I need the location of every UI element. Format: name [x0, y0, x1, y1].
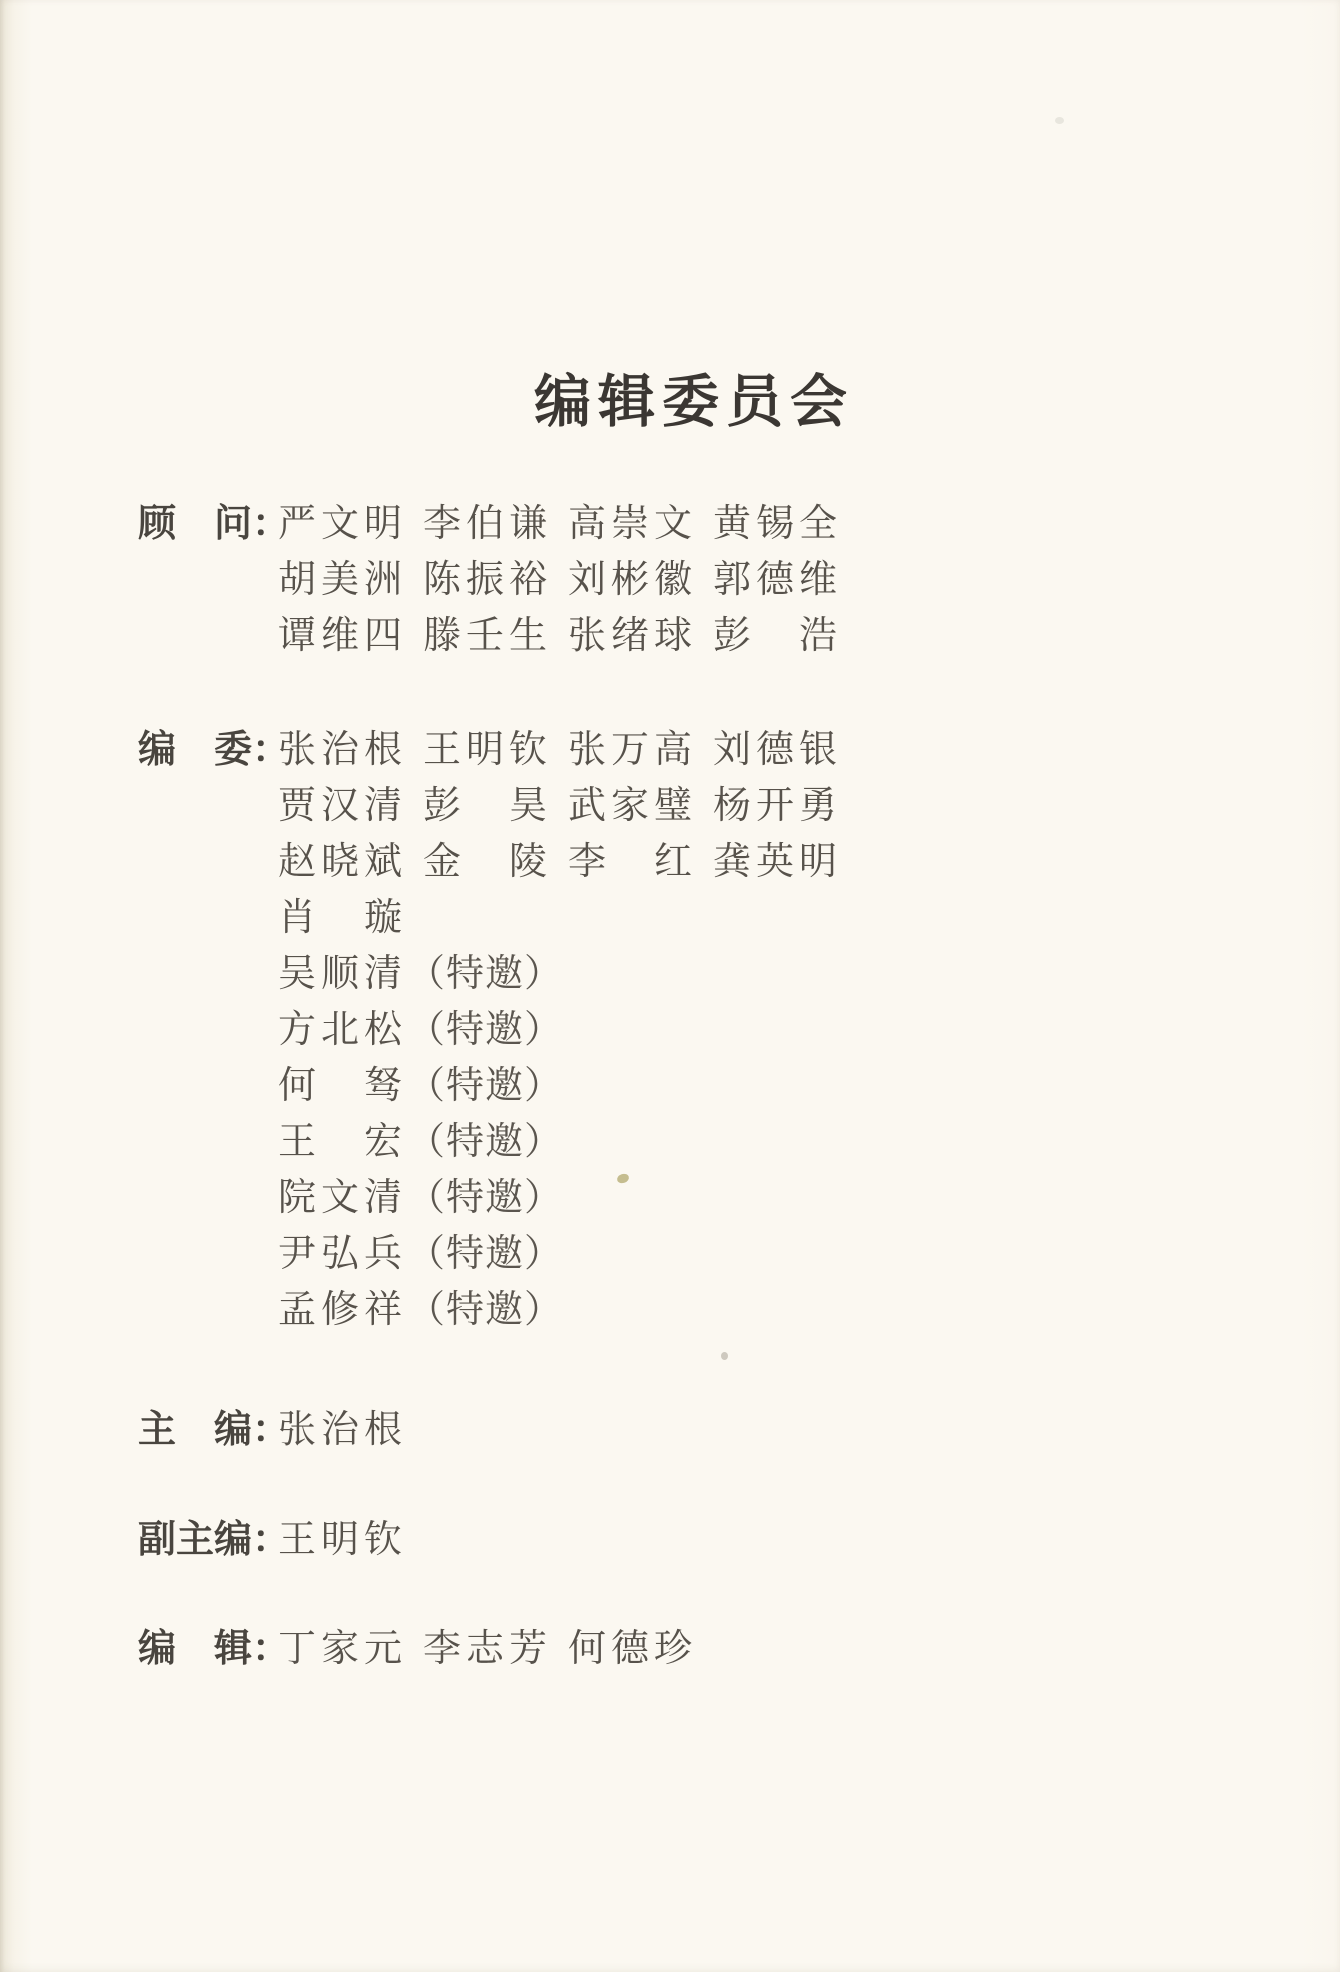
member-row [278, 1058, 858, 1114]
member-name: 金 陵 [423, 841, 553, 883]
scan-speck [721, 1352, 728, 1360]
member-name: 张万高 [568, 729, 698, 771]
member-name-text: 吴顺清 [278, 953, 408, 995]
member-name: 赵晓斌 [278, 841, 408, 883]
invited-tag: （特邀） [407, 1121, 564, 1163]
member-row [278, 834, 858, 890]
member-name: 李 红 [568, 841, 698, 883]
member-name: 龚英明 [713, 841, 843, 883]
section-chief-editor [138, 1402, 423, 1458]
section-label: 顾 问： [138, 503, 291, 545]
member-name: 武家璧 [568, 785, 698, 827]
member-name: 贾汉清 [278, 785, 408, 827]
section-advisors [138, 496, 858, 664]
member-name [278, 946, 563, 1002]
member-name [278, 1170, 563, 1226]
member-name: 丁家元 [278, 1628, 408, 1670]
section-label: 主 编： [138, 1409, 291, 1451]
member-row [278, 552, 858, 608]
member-name-text: 王 宏 [278, 1121, 408, 1163]
member-name [278, 1058, 563, 1114]
page-title: 编辑委员会 [534, 371, 854, 434]
member-row [278, 890, 858, 946]
invited-tag: （特邀） [407, 1289, 564, 1331]
member-name-text: 何 驽 [278, 1065, 408, 1107]
section-label: 编 辑： [138, 1628, 291, 1670]
member-row [278, 1114, 858, 1170]
member-row [278, 1621, 713, 1677]
member-name: 王明钦 [423, 729, 553, 771]
member-name [278, 1114, 563, 1170]
member-name-text: 尹弘兵 [278, 1233, 408, 1275]
member-name: 何德珍 [568, 1628, 698, 1670]
scan-speck [1055, 117, 1064, 124]
member-row [278, 1512, 423, 1568]
member-name: 张治根 [278, 729, 408, 771]
member-name: 谭维四 [278, 615, 408, 657]
section-board [138, 722, 858, 1338]
invited-tag: （特邀） [407, 953, 564, 995]
member-name-text: 院文清 [278, 1177, 408, 1219]
member-name: 王明钦 [278, 1519, 408, 1561]
member-list [278, 496, 858, 664]
member-name-text: 孟修祥 [278, 1289, 408, 1331]
section-label: 编 委： [138, 729, 291, 771]
member-name-text: 方北松 [278, 1009, 408, 1051]
member-name [278, 1002, 563, 1058]
member-name [278, 1282, 563, 1338]
member-name: 高崇文 [568, 503, 698, 545]
section-deputy-chief-editor [138, 1512, 423, 1568]
section-editors [138, 1621, 713, 1677]
member-row [278, 1226, 858, 1282]
member-name: 肖 璇 [278, 897, 408, 939]
member-name: 郭德维 [713, 559, 843, 601]
member-name: 彭 昊 [423, 785, 553, 827]
member-name: 杨开勇 [713, 785, 843, 827]
member-name: 彭 浩 [713, 615, 843, 657]
member-name: 李志芳 [423, 1628, 553, 1670]
member-name [278, 1226, 563, 1282]
member-name: 刘彬徽 [568, 559, 698, 601]
member-row [278, 1402, 423, 1458]
member-row [278, 778, 858, 834]
member-list [278, 1512, 423, 1568]
member-name: 刘德银 [713, 729, 843, 771]
member-row [278, 722, 858, 778]
member-row [278, 496, 858, 552]
member-name: 胡美洲 [278, 559, 408, 601]
member-name: 张绪球 [568, 615, 698, 657]
member-name: 陈振裕 [423, 559, 553, 601]
member-row [278, 946, 858, 1002]
member-name: 严文明 [278, 503, 408, 545]
member-row [278, 608, 858, 664]
invited-tag: （特邀） [407, 1177, 564, 1219]
member-row [278, 1282, 858, 1338]
member-name: 李伯谦 [423, 503, 553, 545]
member-name: 黄锡全 [713, 503, 843, 545]
invited-tag: （特邀） [407, 1065, 564, 1107]
member-row [278, 1002, 858, 1058]
invited-tag: （特邀） [407, 1233, 564, 1275]
member-list [278, 1621, 713, 1677]
member-name: 张治根 [278, 1409, 408, 1451]
member-list [278, 722, 858, 1338]
invited-tag: （特邀） [407, 1009, 564, 1051]
member-list [278, 1402, 423, 1458]
section-label: 副主编： [138, 1519, 291, 1561]
member-row [278, 1170, 858, 1226]
member-name: 滕壬生 [423, 615, 553, 657]
